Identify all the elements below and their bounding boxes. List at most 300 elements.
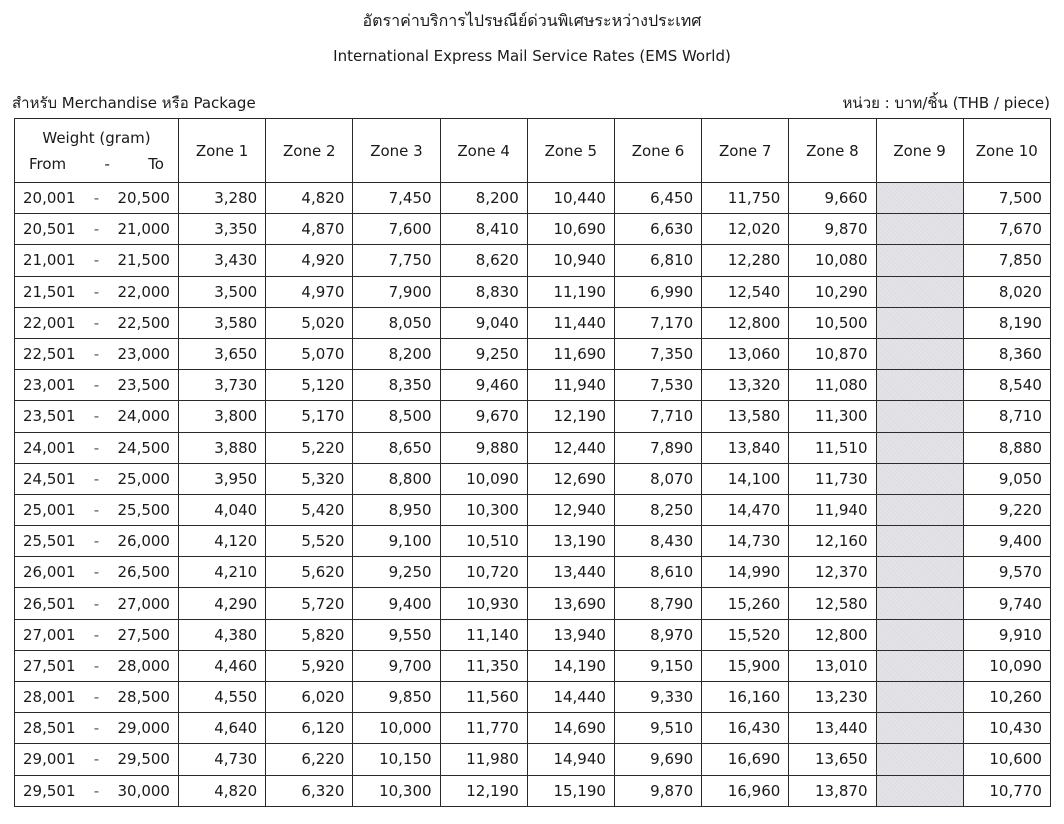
zone9-unavailable-cell <box>876 713 963 744</box>
weight-to: 28,500 <box>117 688 170 707</box>
rate-cell: 10,440 <box>527 183 614 214</box>
rate-cell: 9,880 <box>440 432 527 463</box>
table-header-row <box>15 119 1051 183</box>
zone9-unavailable-cell <box>876 370 963 401</box>
weight-to: 20,500 <box>117 189 170 208</box>
weight-range-cell <box>15 494 179 525</box>
rate-cell: 3,800 <box>179 401 266 432</box>
weight-to: 30,000 <box>117 781 170 800</box>
rate-cell: 3,950 <box>179 463 266 494</box>
range-dash: - <box>93 625 100 644</box>
zone-header: Zone 1 <box>179 119 266 183</box>
zone9-unavailable-cell <box>876 775 963 806</box>
range-dash: - <box>93 189 100 208</box>
rate-cell: 8,650 <box>353 432 440 463</box>
rate-cell: 3,500 <box>179 276 266 307</box>
weight-to: 21,500 <box>117 251 170 270</box>
table-row <box>15 650 1051 681</box>
zone9-unavailable-cell <box>876 682 963 713</box>
rate-cell: 11,770 <box>440 713 527 744</box>
rate-cell: 13,190 <box>527 526 614 557</box>
weight-to: 28,000 <box>117 656 170 675</box>
rate-cell: 6,810 <box>614 245 701 276</box>
rate-cell: 8,430 <box>614 526 701 557</box>
zone-header: Zone 6 <box>614 119 701 183</box>
weight-to: 22,500 <box>117 313 170 332</box>
rate-cell: 12,580 <box>789 588 876 619</box>
rate-cell: 3,430 <box>179 245 266 276</box>
weight-range-cell <box>15 307 179 338</box>
weight-from: 25,001 <box>23 500 76 519</box>
rate-cell: 5,170 <box>266 401 353 432</box>
weight-from: 22,001 <box>23 313 76 332</box>
rate-cell: 7,350 <box>614 338 701 369</box>
rate-cell: 14,440 <box>527 682 614 713</box>
weight-from: 23,001 <box>23 376 76 395</box>
weight-range-cell <box>15 214 179 245</box>
range-dash: - <box>93 438 100 457</box>
weight-column-header <box>15 119 179 183</box>
rate-cell: 8,710 <box>963 401 1050 432</box>
weight-to: 26,500 <box>117 563 170 582</box>
rate-cell: 9,460 <box>440 370 527 401</box>
rate-cell: 6,450 <box>614 183 701 214</box>
rate-cell: 12,940 <box>527 494 614 525</box>
weight-range-cell <box>15 775 179 806</box>
rate-cell: 15,900 <box>702 650 789 681</box>
rate-cell: 12,280 <box>702 245 789 276</box>
weight-to: 25,500 <box>117 500 170 519</box>
rate-cell: 10,500 <box>789 307 876 338</box>
rate-cell: 8,800 <box>353 463 440 494</box>
rate-cell: 5,120 <box>266 370 353 401</box>
rate-cell: 13,940 <box>527 619 614 650</box>
weight-range-cell <box>15 588 179 619</box>
weight-range-cell <box>15 432 179 463</box>
rate-cell: 13,320 <box>702 370 789 401</box>
rate-cell: 4,460 <box>179 650 266 681</box>
weight-range-cell <box>15 338 179 369</box>
zone-header: Zone 2 <box>266 119 353 183</box>
rate-cell: 10,090 <box>440 463 527 494</box>
weight-from: 29,501 <box>23 781 76 800</box>
zone9-unavailable-cell <box>876 338 963 369</box>
rate-cell: 9,400 <box>353 588 440 619</box>
rate-cell: 12,190 <box>527 401 614 432</box>
zone9-unavailable-cell <box>876 214 963 245</box>
rate-cell: 13,870 <box>789 775 876 806</box>
rate-cell: 5,720 <box>266 588 353 619</box>
rate-cell: 9,100 <box>353 526 440 557</box>
rate-cell: 11,560 <box>440 682 527 713</box>
rate-cell: 8,880 <box>963 432 1050 463</box>
rate-cell: 4,920 <box>266 245 353 276</box>
unit-label: หน่วย : บาท/ชิ้น (THB / piece) <box>842 94 1050 112</box>
table-row <box>15 494 1051 525</box>
rate-cell: 9,870 <box>614 775 701 806</box>
rate-table <box>14 118 1051 807</box>
rate-cell: 12,690 <box>527 463 614 494</box>
rate-cell: 3,650 <box>179 338 266 369</box>
rate-cell: 3,350 <box>179 214 266 245</box>
weight-from: 26,001 <box>23 563 76 582</box>
zone9-unavailable-cell <box>876 526 963 557</box>
rate-cell: 11,140 <box>440 619 527 650</box>
rate-cell: 7,500 <box>963 183 1050 214</box>
rate-cell: 12,800 <box>702 307 789 338</box>
rate-cell: 10,600 <box>963 744 1050 775</box>
range-dash: - <box>93 750 100 769</box>
zone-header: Zone 7 <box>702 119 789 183</box>
rate-cell: 12,190 <box>440 775 527 806</box>
rate-cell: 13,060 <box>702 338 789 369</box>
zone9-unavailable-cell <box>876 401 963 432</box>
rate-cell: 14,470 <box>702 494 789 525</box>
weight-from: 20,501 <box>23 220 76 239</box>
table-row <box>15 619 1051 650</box>
weight-range-cell <box>15 370 179 401</box>
weight-from: 20,001 <box>23 189 76 208</box>
rate-cell: 14,190 <box>527 650 614 681</box>
weight-to: 23,000 <box>117 345 170 364</box>
rate-cell: 6,320 <box>266 775 353 806</box>
rate-cell: 4,210 <box>179 557 266 588</box>
rate-cell: 3,730 <box>179 370 266 401</box>
rate-cell: 6,120 <box>266 713 353 744</box>
rate-cell: 9,250 <box>353 557 440 588</box>
from-label: From <box>29 154 67 173</box>
rate-cell: 4,120 <box>179 526 266 557</box>
rate-cell: 9,660 <box>789 183 876 214</box>
rate-cell: 6,220 <box>266 744 353 775</box>
rate-cell: 11,940 <box>527 370 614 401</box>
zone9-unavailable-cell <box>876 183 963 214</box>
weight-from: 22,501 <box>23 345 76 364</box>
rate-cell: 11,730 <box>789 463 876 494</box>
rate-cell: 13,580 <box>702 401 789 432</box>
rate-cell: 9,570 <box>963 557 1050 588</box>
weight-to: 24,000 <box>117 407 170 426</box>
table-row <box>15 338 1051 369</box>
rate-cell: 9,510 <box>614 713 701 744</box>
table-row <box>15 432 1051 463</box>
rate-cell: 9,870 <box>789 214 876 245</box>
weight-range-cell <box>15 557 179 588</box>
rate-cell: 8,350 <box>353 370 440 401</box>
rate-cell: 9,150 <box>614 650 701 681</box>
rate-cell: 10,940 <box>527 245 614 276</box>
weight-from: 21,501 <box>23 282 76 301</box>
rate-cell: 6,990 <box>614 276 701 307</box>
weight-from: 26,501 <box>23 594 76 613</box>
weight-from: 28,501 <box>23 719 76 738</box>
range-dash: - <box>93 656 100 675</box>
table-row <box>15 744 1051 775</box>
rate-cell: 11,750 <box>702 183 789 214</box>
rate-cell: 6,630 <box>614 214 701 245</box>
rate-cell: 4,730 <box>179 744 266 775</box>
range-dash: - <box>93 220 100 239</box>
range-dash: - <box>93 781 100 800</box>
rate-cell: 14,730 <box>702 526 789 557</box>
weight-range-cell <box>15 526 179 557</box>
weight-to: 23,500 <box>117 376 170 395</box>
rate-cell: 12,160 <box>789 526 876 557</box>
rate-cell: 10,300 <box>353 775 440 806</box>
rate-cell: 9,850 <box>353 682 440 713</box>
zone-header: Zone 9 <box>876 119 963 183</box>
rate-cell: 8,200 <box>440 183 527 214</box>
zone-header: Zone 5 <box>527 119 614 183</box>
table-row <box>15 214 1051 245</box>
rate-cell: 4,290 <box>179 588 266 619</box>
rate-cell: 6,020 <box>266 682 353 713</box>
weight-to: 22,000 <box>117 282 170 301</box>
rate-cell: 16,690 <box>702 744 789 775</box>
rate-cell: 8,950 <box>353 494 440 525</box>
range-dash: - <box>93 469 100 488</box>
rate-cell: 7,670 <box>963 214 1050 245</box>
table-row <box>15 183 1051 214</box>
table-row <box>15 588 1051 619</box>
service-category-label: สำหรับ Merchandise หรือ Package <box>12 94 256 112</box>
rate-cell: 12,800 <box>789 619 876 650</box>
weight-to: 29,000 <box>117 719 170 738</box>
rate-cell: 9,690 <box>614 744 701 775</box>
range-dash: - <box>93 688 100 707</box>
zone9-unavailable-cell <box>876 557 963 588</box>
rate-cell: 13,840 <box>702 432 789 463</box>
dash-label: - <box>104 154 110 173</box>
zone9-unavailable-cell <box>876 463 963 494</box>
rate-cell: 14,100 <box>702 463 789 494</box>
rate-cell: 7,900 <box>353 276 440 307</box>
weight-to: 25,000 <box>117 469 170 488</box>
page-title-thai: อัตราค่าบริการไปรษณีย์ด่วนพิเศษระหว่างประเทศ <box>362 11 702 30</box>
rate-cell: 4,040 <box>179 494 266 525</box>
rate-cell: 7,710 <box>614 401 701 432</box>
weight-header-label: Weight (gram) <box>42 128 151 147</box>
rate-cell: 9,700 <box>353 650 440 681</box>
rate-cell: 10,150 <box>353 744 440 775</box>
rate-cell: 8,190 <box>963 307 1050 338</box>
weight-range-cell <box>15 401 179 432</box>
rate-cell: 3,280 <box>179 183 266 214</box>
rate-cell: 10,930 <box>440 588 527 619</box>
rate-cell: 10,300 <box>440 494 527 525</box>
rate-cell: 4,380 <box>179 619 266 650</box>
rate-cell: 8,020 <box>963 276 1050 307</box>
rate-cell: 8,540 <box>963 370 1050 401</box>
rate-cell: 9,050 <box>963 463 1050 494</box>
rate-cell: 5,820 <box>266 619 353 650</box>
range-dash: - <box>93 407 100 426</box>
range-dash: - <box>93 251 100 270</box>
rate-cell: 4,550 <box>179 682 266 713</box>
rate-cell: 11,190 <box>527 276 614 307</box>
weight-to: 24,500 <box>117 438 170 457</box>
rate-cell: 10,260 <box>963 682 1050 713</box>
range-dash: - <box>93 345 100 364</box>
rate-cell: 8,250 <box>614 494 701 525</box>
rate-cell: 7,450 <box>353 183 440 214</box>
rate-cell: 8,360 <box>963 338 1050 369</box>
rate-cell: 11,690 <box>527 338 614 369</box>
zone-header: Zone 4 <box>440 119 527 183</box>
rate-cell: 8,200 <box>353 338 440 369</box>
rate-cell: 9,550 <box>353 619 440 650</box>
range-dash: - <box>93 282 100 301</box>
rate-cell: 13,690 <box>527 588 614 619</box>
rate-cell: 10,430 <box>963 713 1050 744</box>
weight-range-cell <box>15 744 179 775</box>
range-dash: - <box>93 313 100 332</box>
rate-cell: 16,960 <box>702 775 789 806</box>
weight-from: 27,001 <box>23 625 76 644</box>
rate-cell: 11,300 <box>789 401 876 432</box>
rate-cell: 13,440 <box>789 713 876 744</box>
rate-cell: 8,970 <box>614 619 701 650</box>
weight-from: 24,501 <box>23 469 76 488</box>
rate-cell: 7,850 <box>963 245 1050 276</box>
weight-range-cell <box>15 713 179 744</box>
rate-cell: 5,420 <box>266 494 353 525</box>
rate-cell: 14,940 <box>527 744 614 775</box>
zone-header: Zone 8 <box>789 119 876 183</box>
weight-to: 21,000 <box>117 220 170 239</box>
table-row <box>15 526 1051 557</box>
rate-cell: 5,320 <box>266 463 353 494</box>
rate-cell: 11,940 <box>789 494 876 525</box>
rate-cell: 12,440 <box>527 432 614 463</box>
rate-cell: 11,510 <box>789 432 876 463</box>
zone9-unavailable-cell <box>876 650 963 681</box>
to-label: To <box>148 154 164 173</box>
rate-cell: 14,690 <box>527 713 614 744</box>
zone9-unavailable-cell <box>876 276 963 307</box>
weight-range-cell <box>15 619 179 650</box>
rate-cell: 5,520 <box>266 526 353 557</box>
weight-from: 27,501 <box>23 656 76 675</box>
rate-cell: 4,820 <box>179 775 266 806</box>
rate-cell: 15,520 <box>702 619 789 650</box>
rate-table-body <box>15 183 1051 807</box>
rate-cell: 12,370 <box>789 557 876 588</box>
weight-range-cell <box>15 276 179 307</box>
rate-cell: 4,970 <box>266 276 353 307</box>
rate-cell: 11,080 <box>789 370 876 401</box>
rate-cell: 9,040 <box>440 307 527 338</box>
rate-cell: 5,620 <box>266 557 353 588</box>
rate-cell: 7,750 <box>353 245 440 276</box>
weight-to: 27,500 <box>117 625 170 644</box>
weight-range-cell <box>15 682 179 713</box>
rate-cell: 12,020 <box>702 214 789 245</box>
rate-cell: 8,050 <box>353 307 440 338</box>
table-row <box>15 682 1051 713</box>
zone9-unavailable-cell <box>876 432 963 463</box>
rate-cell: 7,890 <box>614 432 701 463</box>
rate-cell: 4,640 <box>179 713 266 744</box>
rate-cell: 5,220 <box>266 432 353 463</box>
weight-from: 24,001 <box>23 438 76 457</box>
weight-to: 26,000 <box>117 532 170 551</box>
rate-cell: 13,230 <box>789 682 876 713</box>
rate-cell: 7,170 <box>614 307 701 338</box>
rate-cell: 8,790 <box>614 588 701 619</box>
rate-cell: 9,330 <box>614 682 701 713</box>
rate-cell: 13,440 <box>527 557 614 588</box>
rate-cell: 8,830 <box>440 276 527 307</box>
rate-cell: 3,580 <box>179 307 266 338</box>
rate-cell: 4,870 <box>266 214 353 245</box>
rate-cell: 5,920 <box>266 650 353 681</box>
range-dash: - <box>93 594 100 613</box>
rate-cell: 4,820 <box>266 183 353 214</box>
range-dash: - <box>93 532 100 551</box>
zone9-unavailable-cell <box>876 494 963 525</box>
range-dash: - <box>93 563 100 582</box>
rate-cell: 8,070 <box>614 463 701 494</box>
rate-cell: 7,600 <box>353 214 440 245</box>
rate-cell: 10,090 <box>963 650 1050 681</box>
rate-cell: 9,250 <box>440 338 527 369</box>
zone9-unavailable-cell <box>876 588 963 619</box>
table-row <box>15 245 1051 276</box>
range-dash: - <box>93 719 100 738</box>
range-dash: - <box>93 376 100 395</box>
rate-cell: 10,720 <box>440 557 527 588</box>
rate-cell: 11,440 <box>527 307 614 338</box>
weight-range-cell <box>15 183 179 214</box>
rate-cell: 9,400 <box>963 526 1050 557</box>
rate-cell: 16,430 <box>702 713 789 744</box>
table-row <box>15 276 1051 307</box>
weight-from: 25,501 <box>23 532 76 551</box>
weight-range-cell <box>15 245 179 276</box>
rate-cell: 9,910 <box>963 619 1050 650</box>
rate-cell: 8,500 <box>353 401 440 432</box>
table-row <box>15 557 1051 588</box>
table-row <box>15 401 1051 432</box>
weight-to: 29,500 <box>117 750 170 769</box>
weight-to: 27,000 <box>117 594 170 613</box>
rate-cell: 10,770 <box>963 775 1050 806</box>
table-row <box>15 307 1051 338</box>
rate-cell: 13,010 <box>789 650 876 681</box>
range-dash: - <box>93 500 100 519</box>
zone9-unavailable-cell <box>876 744 963 775</box>
rate-cell: 10,080 <box>789 245 876 276</box>
weight-from: 21,001 <box>23 251 76 270</box>
rate-cell: 9,740 <box>963 588 1050 619</box>
rate-cell: 8,620 <box>440 245 527 276</box>
rate-cell: 9,220 <box>963 494 1050 525</box>
zone9-unavailable-cell <box>876 307 963 338</box>
rate-cell: 15,190 <box>527 775 614 806</box>
rate-cell: 16,160 <box>702 682 789 713</box>
rate-cell: 14,990 <box>702 557 789 588</box>
rate-cell: 9,670 <box>440 401 527 432</box>
rate-cell: 10,000 <box>353 713 440 744</box>
weight-range-cell <box>15 463 179 494</box>
table-row <box>15 775 1051 806</box>
zone-header: Zone 10 <box>963 119 1050 183</box>
rate-cell: 10,290 <box>789 276 876 307</box>
table-row <box>15 713 1051 744</box>
rate-cell: 8,610 <box>614 557 701 588</box>
rate-cell: 7,530 <box>614 370 701 401</box>
